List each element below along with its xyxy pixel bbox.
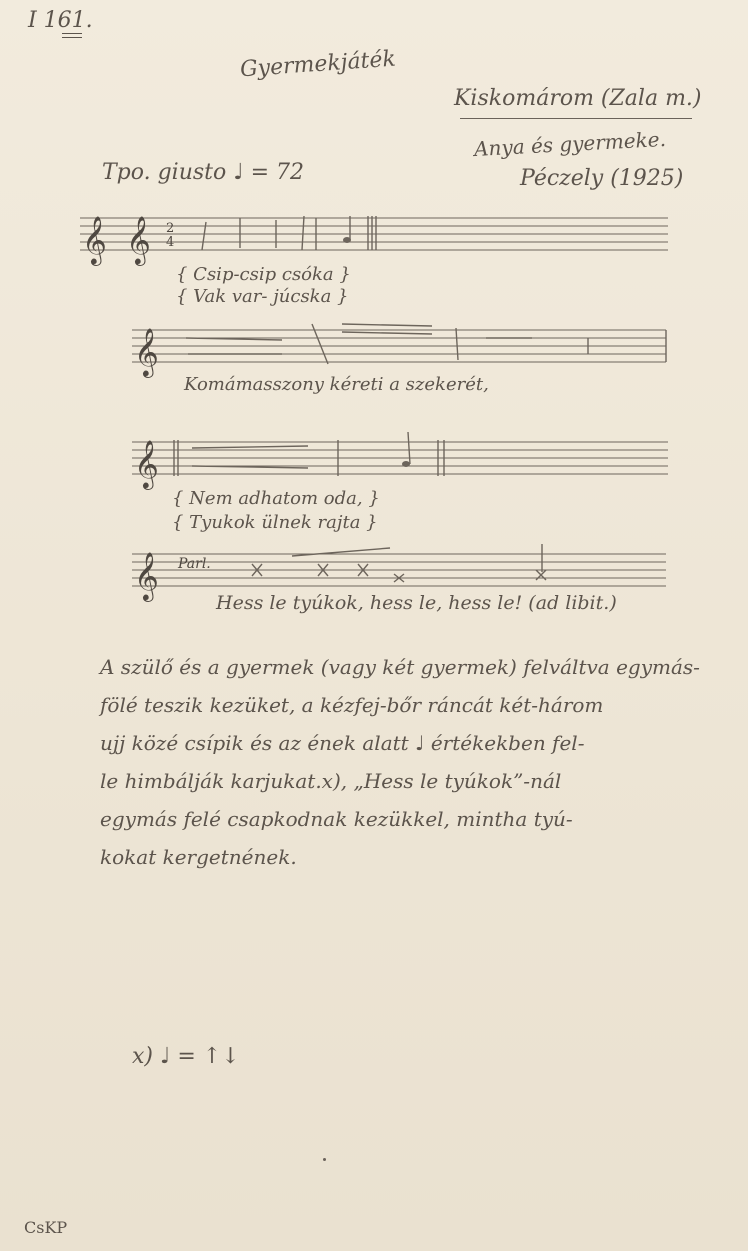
lyric-line-3b: { Tyukok ülnek rajta } [172,512,378,533]
music-staff-3 [132,428,672,488]
parlando-mark: Parl. [178,556,211,572]
collection-place: Kiskomárom (Zala m.) [454,86,702,111]
tempo-marking: Tpo. giusto ♩ = 72 [102,160,305,185]
performance-description [100,648,740,876]
collector: Péczely (1925) [520,166,684,191]
catalog-underline [62,33,82,38]
time-signature: 2 [166,221,175,236]
performers: Anya és gyermeke. [473,126,667,162]
description-line: kokat kergetnének. [100,845,297,869]
description-line: fölé teszik kezüket, a kézfej-bőr ráncát két-három [100,693,604,717]
music-notes [174,432,444,476]
lyric-line-1b: { Vak var- júcska } [176,286,349,307]
treble-clef-icon: 𝄞 [134,551,159,600]
description-line: ujj közé csípik és az ének alatt ♩ értékekben fel- [100,731,585,755]
treble-clef-icon: 𝄞 [126,215,151,264]
genre-title: Gyermekjáték [239,46,397,83]
catalog-number: I 161. [28,8,93,33]
treble-clef-icon: 𝄞 [82,215,107,264]
place-underline [460,118,692,119]
lyric-line-4: Hess le tyúkok, hess le, hess le! (ad libit.) [216,592,617,614]
footnote: x) ♩ = ↑↓ [132,1044,240,1069]
lyric-line-1a: { Csip-csip csóka } [176,264,351,285]
treble-clef-icon: 𝄞 [134,439,159,488]
time-signature: 4 [166,235,175,250]
description-line: le himbálják karjukat.x), „Hess le tyúkok”-nál [100,769,562,793]
lyric-line-2: Komámasszony kéreti a szekerét, [184,374,489,395]
music-staff-1 [80,210,680,270]
music-staff-2 [132,320,672,380]
treble-clef-icon: 𝄞 [134,327,159,376]
music-notes [252,544,546,582]
lyric-line-3a: { Nem adhatom oda, } [172,488,380,509]
archive-stamp: CsKP [24,1218,68,1237]
description-line: A szülő és a gyermek (vagy két gyermek) felváltva egymás- [100,655,700,679]
description-line: egymás felé csapkodnak kezükkel, mintha tyú- [100,807,573,831]
ink-dot [323,1158,326,1161]
music-notes [202,216,376,250]
